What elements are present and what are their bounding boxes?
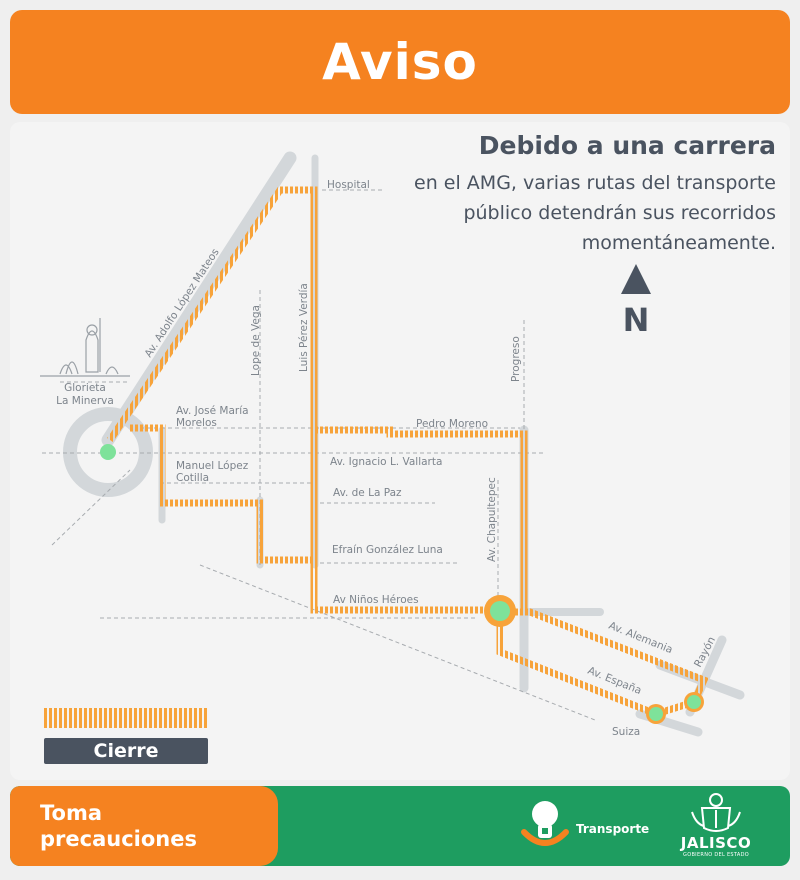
notice-body: en el AMG, varias rutas del transporte público detendrán sus recorridos momentáneamente. [414,172,776,254]
closure-point-glorieta [100,444,116,460]
legend-closure-swatch [44,708,208,728]
notice-text [356,130,776,258]
north-label: N [622,301,650,339]
transport-label: Transporte [576,822,650,836]
street-label-jose-maria-morelos-1: Av. José María [176,405,249,417]
street-label-manuel-lopez-cotilla-2: Cotilla [176,472,210,484]
street-label-espana: Av. España [585,664,644,698]
street-label-alemania: Av. Alemania [606,619,675,657]
footer-banner [10,786,790,866]
landmark-label-line2: La Minerva [56,395,114,407]
jalisco-crest-icon [682,790,750,834]
street-label-jose-maria-morelos-2: Morelos [176,417,217,429]
jalisco-sub: GOBIERNO DEL ESTADO [683,852,749,858]
header-title: Aviso [322,33,478,91]
footer-cta [10,786,278,866]
north-arrow-icon [621,264,651,339]
street-label-lope-de-vega: Lope de Vega [250,305,262,376]
street-label-de-la-paz: Av. de La Paz [333,487,402,499]
street-label-manuel-lopez-cotilla-1: Manuel López [176,460,249,472]
street-label-rayon: Rayón [692,634,719,670]
footer-cta-text: Toma precauciones [40,801,197,851]
minerva-monument-icon [40,318,130,376]
closure-point-rayon-inner [687,695,701,709]
notice-title: Debido a una carrera [478,131,776,160]
street-label-suiza: Suiza [612,726,641,738]
street-label-progreso: Progreso [510,336,522,382]
legend-closure-label: Cierre [44,738,208,764]
street-label-pedro-moreno: Pedro Moreno [416,418,489,430]
landmark-label-line1: Glorieta [64,382,106,394]
closure-cotilla-loop [130,428,314,560]
closure-point-espana-inner [649,707,663,721]
street-label-adolfo-lopez-mateos: Av. Adolfo López Mateos [142,246,222,360]
transport-logo-icon [516,796,574,856]
closure-point-chapultepec-inner [490,601,510,621]
street-label-hospital: Hospital [327,179,370,191]
street-label-ignacio-vallarta: Av. Ignacio L. Vallarta [330,456,443,468]
closure-alemania [500,612,704,702]
street-label-ninos-heroes: Av Niños Héroes [333,594,419,606]
street-label-efrain-gonzalez-luna: Efraín González Luna [332,544,443,556]
jalisco-label: JALISCO [680,834,752,852]
street-label-luis-perez-verdia: Luis Pérez Verdía [298,283,310,372]
street-label-chapultepec: Av. Chapultepec [486,477,498,562]
